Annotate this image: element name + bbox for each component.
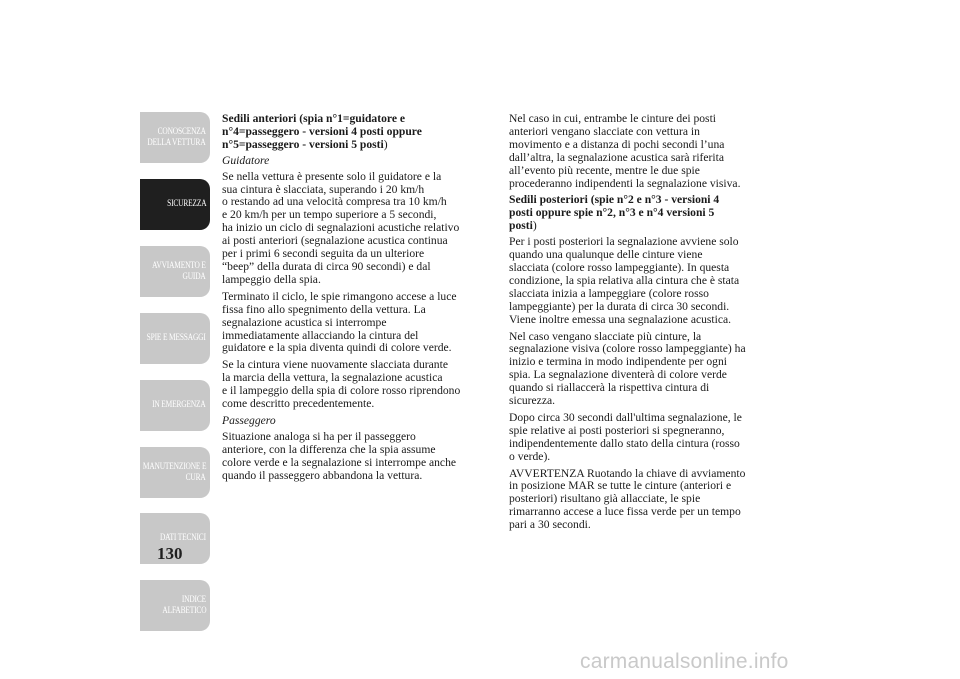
sidebar-tab-label: MANUTENZIONE E [142, 461, 206, 472]
passenger-paragraph: Situazione analoga si ha per il passeggero anteriore, con la differenza che la spia assume colore verde e la segnalazione si interrompe anche quando il passeggero abbandona la vettura. [222, 429, 457, 482]
sidebar-tab-label: ALFABETICO [162, 605, 206, 616]
driver-paragraph-2: Terminato il ciclo, le spie rimangono accese a luce fissa fino allo spegnimento della vettura. La segnalazione acustica si interrompe immediatamente allacciando la cintura del guidatore e la spia diventa quindi di colore verde. [222, 289, 457, 355]
sidebar-tab-label: SPIE E MESSAGGI [146, 333, 206, 343]
sidebar-tab-spie[interactable] [140, 313, 210, 364]
front-seats-heading [222, 113, 494, 152]
sidebar-tab-avviamento[interactable] [140, 246, 210, 297]
chapter-sidebar [140, 112, 210, 616]
watermark: carmanualsonline.info [580, 650, 789, 673]
warning-paragraph: AVVERTENZA Ruotando la chiave di avviamento in posizione MAR se tutte le cinture (anteriori e posteriori) risultano già allacciate, le spie rimarranno accese a luce fissa verde per un tempo pari a 30 secondi. [509, 466, 746, 532]
rear-seats-heading-bold: Sedili posteriori (spie n°2 e n°3 - versioni 4 posti oppure spie n°2, n°3 e n°4 versioni 5 posti [509, 193, 720, 233]
driver-subheading: Guidatore [222, 153, 270, 167]
both-belts-paragraph: Nel caso in cui, entrambe le cinture dei posti anteriori vengano slacciate con vettura in movimento e a distanza di pochi secondi l’una dall’altra, la segnalazione acustica sarà riferita all’evento più recente, mentre le due spie procederanno indipendenti la segnalazione visiva. [509, 112, 741, 190]
front-seats-heading-bold: Sedili anteriori (spia n°1=guidatore e n°4=passeggero - versioni 4 posti oppure n°5=passeggero - versioni 5 posti [222, 112, 422, 151]
rear-paragraph-1: Per i posti posteriori la segnalazione avviene solo quando una qualunque delle cinture viene slacciata (colore rosso lampeggiante). In questa condizione, la spia relativa alla cintura che è stata slacciata inizia a lampeggiare (colore rosso lampeggiante) per la durata di circa 30 secondi. Viene inoltre emessa una segnalazione acustica. [509, 235, 740, 326]
sidebar-tab-conoscenza[interactable] [140, 112, 210, 163]
sidebar-tab-label: DATI TECNICI [160, 533, 206, 543]
sidebar-tab-manutenzione[interactable] [140, 447, 210, 498]
sidebar-tab-label: CONOSCENZA [157, 126, 206, 137]
front-seats-heading-tail: ) [383, 137, 388, 151]
page-number: 130 [157, 544, 183, 563]
sidebar-tab-label: AVVIAMENTO E [152, 260, 206, 271]
sidebar-tab-label: DELLA VETTURA [147, 137, 206, 148]
sidebar-tab-label: IN EMERGENZA [152, 400, 206, 410]
sidebar-tab-label: INDICE [181, 594, 206, 605]
passenger-subheading: Passeggero [222, 413, 276, 427]
sidebar-tab-label: CURA [186, 472, 206, 483]
driver-paragraph-3: Se la cintura viene nuovamente slacciata durante la marcia della vettura, la segnalazione acustica e il lampeggio della spia di colore rosso riprendono come descritto precedentemente. [222, 358, 461, 411]
rear-seats-heading [509, 194, 781, 233]
left-column [222, 113, 494, 486]
sidebar-tab-sicurezza[interactable] [140, 179, 210, 230]
rear-seats-heading-tail: ) [532, 219, 537, 233]
driver-paragraph-1: Se nella vettura è presente solo il guidatore e la sua cintura è slacciata, superando i 20 km/h o restando ad una velocità compresa tra 10 km/h e 20 km/h per un tempo superiore a 5 secondi, ha inizio un ciclo di segnalazioni acustiche relativo ai posti anteriori (segnalazione acustica continua per i primi 6 secondi seguita da un ulteriore “beep” della durata di circa 90 secondi) e dal lampeggio della spia. [222, 169, 460, 286]
right-column [509, 113, 781, 536]
sidebar-tab-indice[interactable] [140, 580, 210, 631]
sidebar-tab-emergenza[interactable] [140, 380, 210, 431]
rear-paragraph-2: Nel caso vengano slacciate più cinture, la segnalazione visiva (colore rosso lampeggiante) ha inizio e termina in modo indipendente per ogni spia. La segnalazione diventerà di colore verde quando si riallaccerà la rispettiva cintura di sicurezza. [509, 329, 746, 408]
rear-paragraph-3: Dopo circa 30 secondi dall'ultima segnalazione, le spie relative ai posti posteriori si spegneranno, indipendentemente dallo stato della cintura (rosso o verde). [509, 410, 742, 463]
sidebar-tab-label: GUIDA [182, 271, 206, 282]
sidebar-tab-label: SICUREZZA [166, 199, 206, 209]
